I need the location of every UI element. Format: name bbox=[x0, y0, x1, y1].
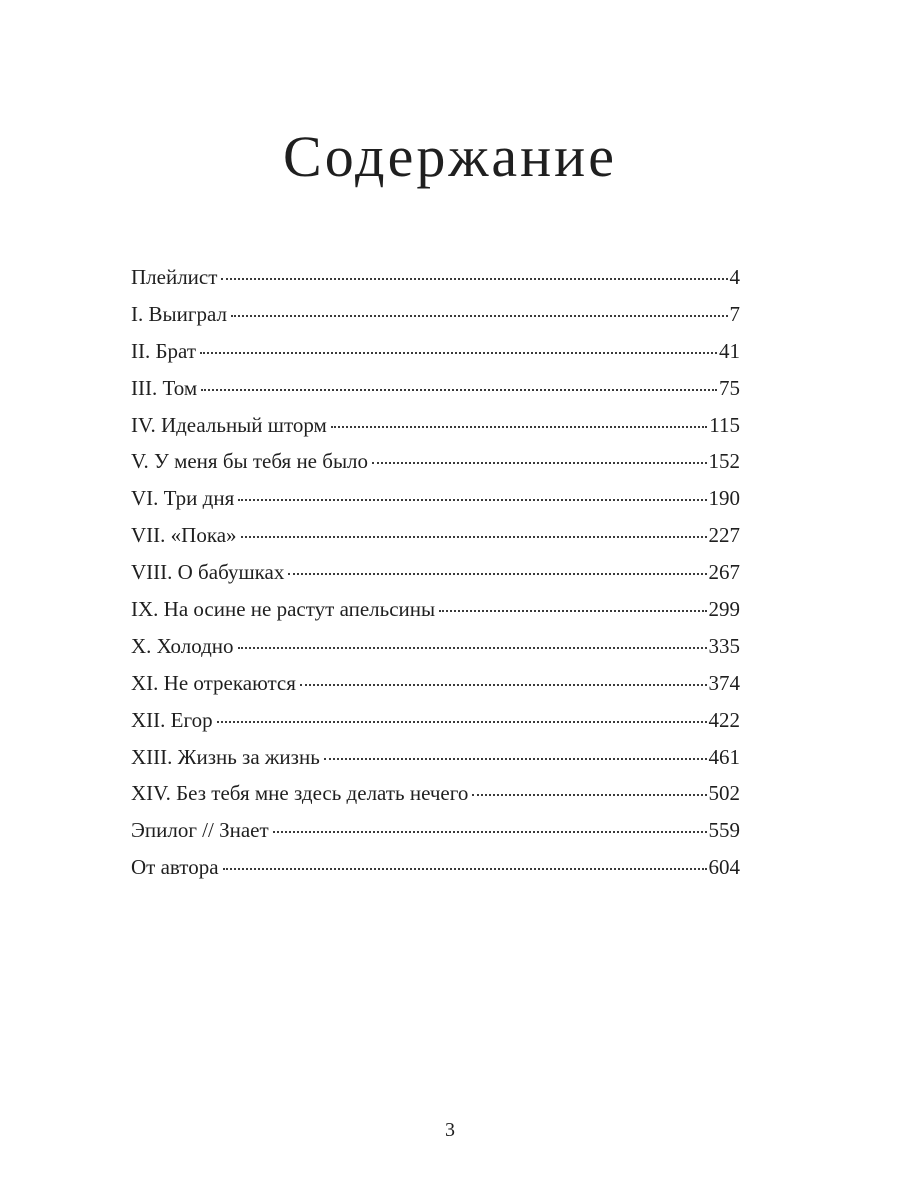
toc-entry-title: XII. Егор bbox=[131, 707, 213, 732]
dot-leader bbox=[331, 426, 707, 428]
dot-leader bbox=[223, 868, 707, 870]
dot-leader bbox=[238, 647, 707, 649]
toc-entry[interactable] bbox=[131, 299, 740, 336]
toc-entry-page: 422 bbox=[708, 707, 740, 732]
toc-entry-title: IV. Идеальный шторм bbox=[131, 412, 327, 437]
toc-entry[interactable] bbox=[131, 483, 740, 520]
dot-leader bbox=[201, 389, 717, 391]
toc-entry-title: V. У меня бы тебя не было bbox=[131, 449, 369, 474]
toc-entry-page: 604 bbox=[708, 855, 740, 880]
dot-leader bbox=[217, 721, 707, 723]
page-title: Содержание bbox=[283, 124, 617, 189]
toc-entry-page: 115 bbox=[709, 412, 740, 437]
toc-entry-page: 559 bbox=[708, 818, 740, 843]
dot-leader bbox=[238, 499, 706, 501]
toc-entry[interactable] bbox=[131, 852, 740, 889]
toc-entry-title: XI. Не отрекаются bbox=[131, 670, 296, 695]
toc-entry-title: III. Том bbox=[131, 375, 198, 400]
toc-entry-title: IX. На осине не растут апельсины bbox=[131, 597, 436, 622]
toc-entry[interactable] bbox=[131, 373, 740, 410]
toc-entry[interactable] bbox=[131, 742, 740, 779]
toc-entry-title: Эпилог // Знает bbox=[131, 818, 269, 843]
toc-entry[interactable] bbox=[131, 410, 740, 447]
table-of-contents bbox=[131, 262, 740, 889]
dot-leader bbox=[273, 831, 707, 833]
toc-entry-page: 190 bbox=[708, 486, 740, 511]
toc-entry[interactable] bbox=[131, 778, 740, 815]
toc-entry-title: XIV. Без тебя мне здесь делать нечего bbox=[131, 781, 469, 806]
dot-leader bbox=[372, 462, 706, 464]
toc-entry-page: 502 bbox=[708, 781, 740, 806]
toc-entry-title: I. Выиграл bbox=[131, 301, 227, 326]
toc-entry-title: VII. «Пока» bbox=[131, 523, 237, 548]
dot-leader bbox=[200, 352, 717, 354]
toc-entry[interactable] bbox=[131, 668, 740, 705]
toc-entry-page: 299 bbox=[708, 597, 740, 622]
dot-leader bbox=[300, 684, 707, 686]
toc-entry-title: II. Брат bbox=[131, 338, 196, 363]
toc-entry[interactable] bbox=[131, 520, 740, 557]
dot-leader bbox=[288, 573, 706, 575]
toc-entry-page: 461 bbox=[708, 744, 740, 769]
dot-leader bbox=[324, 758, 707, 760]
toc-entry-title: VIII. О бабушках bbox=[131, 560, 285, 585]
toc-entry-title: VI. Три дня bbox=[131, 486, 235, 511]
toc-entry-page: 374 bbox=[708, 670, 740, 695]
toc-entry-page: 41 bbox=[719, 338, 740, 363]
toc-entry-title: X. Холодно bbox=[131, 633, 234, 658]
toc-entry[interactable] bbox=[131, 557, 740, 594]
toc-entry-page: 7 bbox=[729, 301, 740, 326]
toc-entry[interactable] bbox=[131, 446, 740, 483]
dot-leader bbox=[439, 610, 706, 612]
page-number: 3 bbox=[445, 1119, 455, 1141]
toc-entry-page: 267 bbox=[708, 560, 740, 585]
toc-entry-page: 335 bbox=[708, 633, 740, 658]
toc-entry-title: XIII. Жизнь за жизнь bbox=[131, 744, 320, 769]
toc-entry-page: 152 bbox=[708, 449, 740, 474]
toc-entry[interactable] bbox=[131, 631, 740, 668]
toc-entry-title: Плейлист bbox=[131, 265, 218, 289]
dot-leader bbox=[241, 536, 707, 538]
toc-entry-page: 4 bbox=[729, 265, 740, 289]
dot-leader bbox=[472, 794, 706, 796]
toc-entry[interactable] bbox=[131, 262, 740, 299]
dot-leader bbox=[221, 278, 727, 280]
toc-entry-page: 227 bbox=[708, 523, 740, 548]
toc-entry[interactable] bbox=[131, 815, 740, 852]
toc-entry-page: 75 bbox=[719, 375, 740, 400]
toc-entry[interactable] bbox=[131, 705, 740, 742]
dot-leader bbox=[231, 315, 728, 317]
toc-entry[interactable] bbox=[131, 336, 740, 373]
toc-entry[interactable] bbox=[131, 594, 740, 631]
toc-entry-title: От автора bbox=[131, 855, 219, 880]
